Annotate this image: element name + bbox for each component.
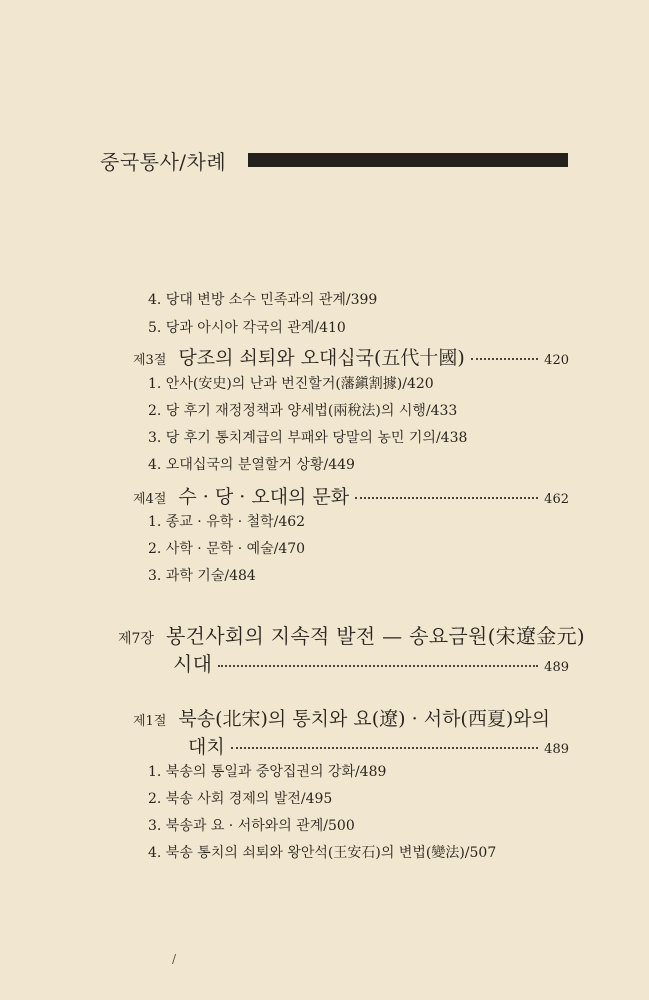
toc-item: 1. 종교 · 유학 · 철학/462 bbox=[148, 514, 306, 530]
toc-ch7-section-1-line2 bbox=[188, 732, 569, 759]
toc-ch7-section-1 bbox=[133, 704, 573, 731]
page-number: 462 bbox=[544, 492, 569, 507]
chapter-title: 봉건사회의 지속적 발전 — 송요금원(宋遼金元) bbox=[165, 624, 585, 648]
running-header-title: 중국통사/차례 bbox=[100, 150, 227, 174]
toc-item: 4. 북송 통치의 쇠퇴와 왕안석(王安石)의 변법(變法)/507 bbox=[148, 845, 497, 861]
toc-item: 5. 당과 아시아 각국의 관계/410 bbox=[148, 320, 346, 336]
toc-item: 4. 오대십국의 분열할거 상황/449 bbox=[148, 457, 355, 473]
section-label: 제4절 bbox=[133, 492, 167, 507]
section-title: 수 · 당 · 오대의 문화 bbox=[178, 486, 350, 508]
section-label: 제1절 bbox=[133, 714, 167, 729]
toc-chapter-7 bbox=[118, 620, 585, 649]
dot-leader bbox=[355, 497, 538, 499]
section-title-cont: 대치 bbox=[188, 736, 225, 758]
toc-item: 3. 과학 기술/484 bbox=[148, 568, 256, 584]
toc-item: 3. 북송과 요 · 서하와의 관계/500 bbox=[148, 818, 355, 834]
toc-item: 1. 북송의 통일과 중앙집권의 강화/489 bbox=[148, 764, 387, 780]
toc-item: 2. 당 후기 재정정책과 양세법(兩稅法)의 시행/433 bbox=[148, 403, 458, 419]
header-rule-bar bbox=[248, 153, 568, 167]
page-number: 489 bbox=[544, 742, 569, 757]
chapter-title-cont: 시대 bbox=[173, 652, 213, 676]
dot-leader bbox=[231, 747, 538, 749]
page-number: 489 bbox=[544, 660, 569, 675]
section-label: 제3절 bbox=[133, 353, 167, 368]
section-title: 당조의 쇠퇴와 오대십국(五代十國) bbox=[178, 347, 465, 369]
chapter-label: 제7장 bbox=[118, 631, 154, 647]
toc-item: 1. 안사(安史)의 난과 번진할거(藩鎭割據)/420 bbox=[148, 376, 434, 392]
dot-leader bbox=[471, 358, 538, 360]
toc-item: 3. 당 후기 통치계급의 부패와 당말의 농민 기의/438 bbox=[148, 430, 468, 446]
page-mark: / bbox=[172, 952, 177, 966]
page-number: 420 bbox=[544, 353, 569, 368]
toc-item: 4. 당대 변방 소수 민족과의 관계/399 bbox=[148, 292, 378, 308]
toc-item: 2. 북송 사회 경제의 발전/495 bbox=[148, 791, 333, 807]
toc-section-3 bbox=[133, 343, 569, 370]
toc-item: 2. 사학 · 문학 · 예술/470 bbox=[148, 541, 306, 557]
toc-section-4 bbox=[133, 482, 569, 509]
dot-leader bbox=[218, 665, 538, 667]
toc-chapter-7-line2 bbox=[173, 648, 569, 677]
section-title: 북송(北宋)의 통치와 요(遼) · 서하(西夏)와의 bbox=[178, 708, 550, 730]
